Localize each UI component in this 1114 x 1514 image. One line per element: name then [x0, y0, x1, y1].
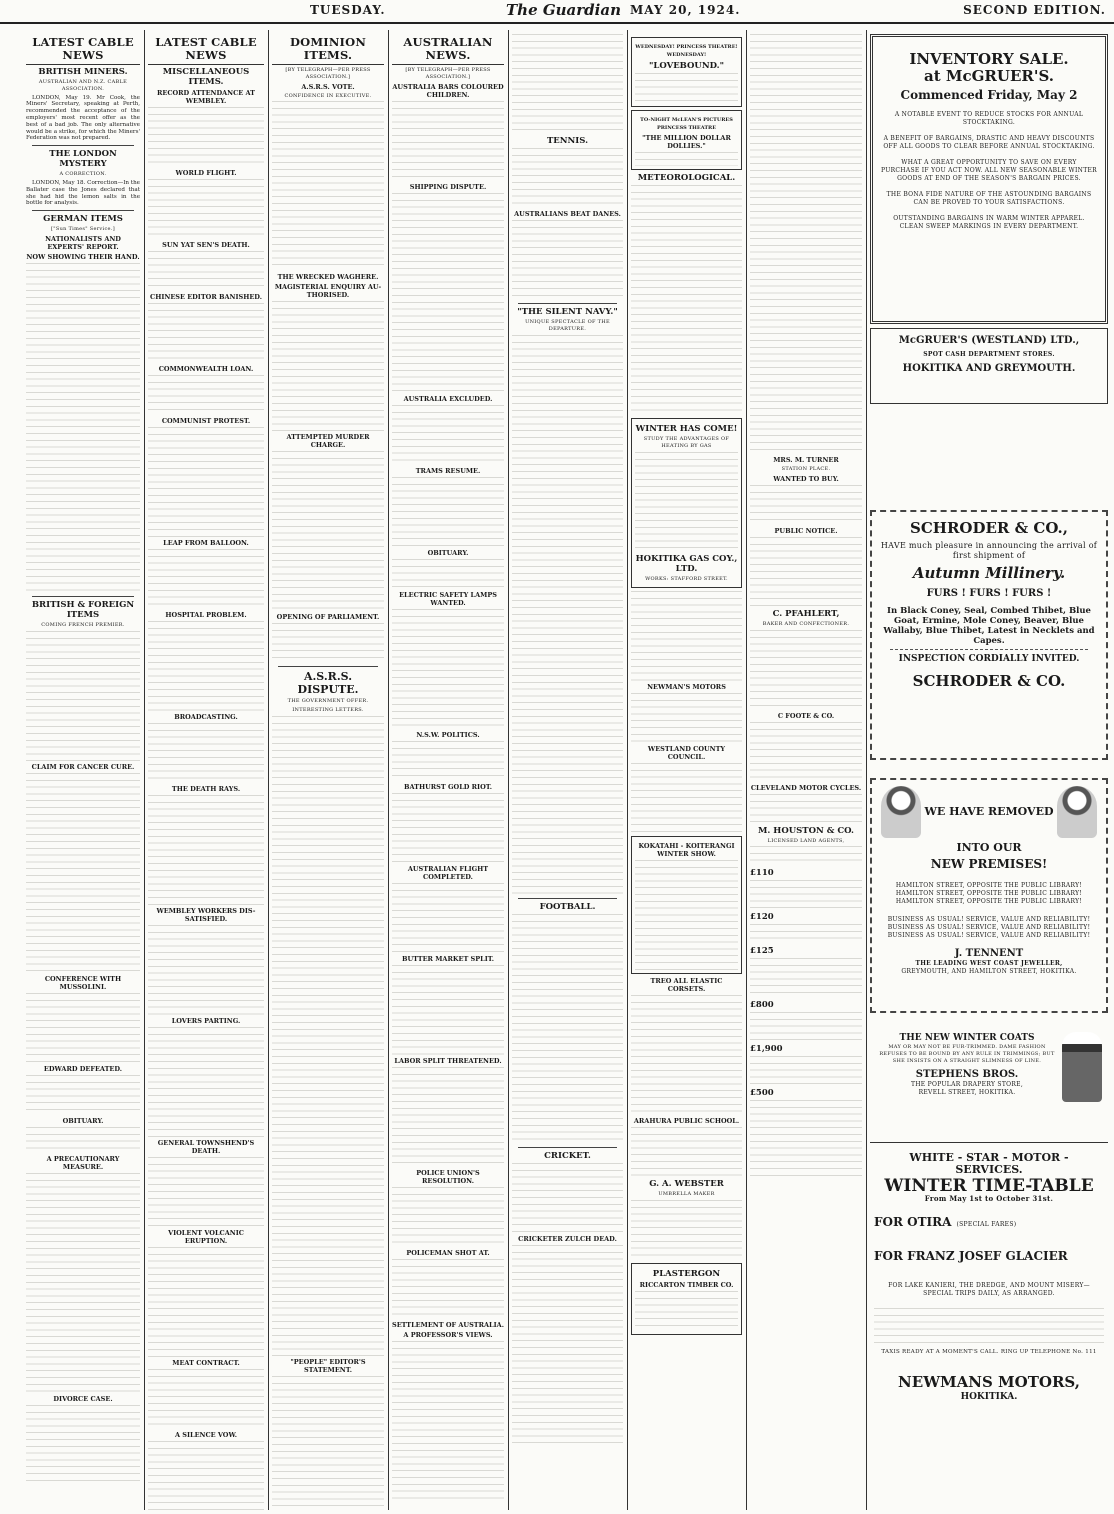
- ad-title: PUBLIC NOTICE.: [774, 526, 838, 535]
- article-body-text: [392, 883, 504, 953]
- ad-title: WANTED TO BUY.: [773, 474, 839, 483]
- article-body-text: [26, 1405, 140, 1485]
- woman-coat-illustration-icon: [1062, 1032, 1102, 1102]
- article-heading: CLAIM FOR CANCER CURE.: [31, 762, 135, 771]
- price-label: £500: [750, 1088, 774, 1099]
- article-body-text: [148, 427, 264, 537]
- ad-text: TAXIS READY AT A MOMENT'S CALL. RING UP TELEPHONE No. 111: [881, 1349, 1097, 1355]
- ad-text: In Black Coney, Seal, Combed Thibet, Blue Goat, Ermine, Mole Coney, Beaver, Blue Wallaby, Blue Thibet, Latest in Necklets and Capes.: [883, 606, 1095, 646]
- section-heading: LATEST CABLE NEWS: [148, 36, 264, 65]
- divider: [32, 596, 134, 597]
- article-body-text: [392, 405, 504, 465]
- article-heading: LEAP FROM BALLOON.: [163, 539, 249, 547]
- ad-title: J. TENNENT: [954, 948, 1024, 959]
- ad-body-text: [750, 846, 862, 866]
- column-dominion-items: [272, 34, 384, 1510]
- ad-body-text: [631, 995, 742, 1115]
- ad-text: A NOTABLE EVENT TO REDUCE STOCKS FOR ANNUAL STOCKTAKING.: [894, 111, 1084, 126]
- ad-text: HAMILTON STREET, OPPOSITE THE PUBLIC LIBRARY!: [895, 898, 1083, 905]
- ad-subtitle: Commenced Friday, May 2: [900, 88, 1078, 102]
- article-heading: THE WRECKED WAGHERE.: [277, 273, 379, 282]
- ad-title: ARAHURA PUBLIC SCHOOL.: [633, 1117, 740, 1126]
- masthead-title: The Guardian: [506, 1, 621, 19]
- article-heading: CRICKET.: [544, 1150, 591, 1161]
- article-subheading: THE GOVERNMENT OFFER.: [287, 698, 369, 705]
- article-heading: CRICKETER ZULCH DEAD.: [518, 1234, 617, 1243]
- article-heading: THE DEATH RAYS.: [171, 785, 241, 793]
- column-rule: [746, 30, 747, 1510]
- ad-title: McGRUER'S (WESTLAND) LTD.,: [898, 335, 1080, 346]
- route-otira: FOR OTIRA: [874, 1215, 952, 1229]
- article-body-text: [272, 716, 384, 1356]
- ad-text: FOR LAKE KANIERI, THE DREDGE, AND MOUNT MISERY—SPECIAL TRIPS DAILY, AS ARRANGED.: [888, 1282, 1090, 1297]
- ad-body-text: [750, 1056, 862, 1086]
- article-body-text: [148, 549, 264, 609]
- article-body-text: [272, 623, 384, 663]
- ad-body-text: [750, 958, 862, 998]
- article-heading: ELECTRIC SAFETY LAMPS WANTED.: [399, 590, 497, 607]
- ad-title: NEWMANS MOTORS,: [898, 1373, 1080, 1391]
- article-heading: CONFERENCE WITH MUSSOLINI.: [44, 974, 122, 991]
- ad-text: A BENEFIT OF BARGAINS, DRASTIC AND HEAVY DISCOUNTS OFF ALL GOODS TO CLEAR BEFORE ANNUAL STOCKTAKING.: [883, 135, 1095, 150]
- article-heading: OBITUARY.: [62, 1116, 104, 1125]
- ad-body-text: [750, 794, 862, 824]
- article-body-text: [631, 591, 742, 681]
- article-body-text: [392, 609, 504, 729]
- divider: [32, 145, 134, 146]
- price-label: £110: [750, 868, 774, 879]
- price-label: £120: [750, 912, 774, 923]
- article-heading: VIOLENT VOLCANIC ERUPTION.: [168, 1229, 244, 1245]
- divider: [518, 1147, 617, 1148]
- ad-subtitle: THE LEADING WEST COAST JEWELLER,: [915, 960, 1063, 967]
- article-heading: FOOTBALL.: [539, 901, 596, 912]
- article-heading: SETTLEMENT OF AUSTRALIA.: [392, 1320, 504, 1329]
- divider: [518, 303, 617, 304]
- ad-text: HAVE much pleasure in announcing the arrival of first shipment of: [880, 541, 1098, 560]
- article-heading: MISCELLANEOUS ITEMS.: [162, 67, 250, 87]
- section-heading: LATEST CABLE NEWS: [26, 36, 140, 65]
- article-body-text: [392, 477, 504, 547]
- article-heading: GENERAL TOWNSHEND'S DEATH.: [157, 1139, 255, 1155]
- column-rule: [866, 30, 867, 1510]
- article-body-text: [272, 301, 384, 431]
- ad-body-text: [631, 693, 742, 743]
- ad-title: INVENTORY SALE.: [909, 50, 1069, 68]
- article-heading: A SILENCE VOW.: [174, 1431, 238, 1439]
- article-body-text: [148, 375, 264, 415]
- ad-body-text: [635, 152, 738, 166]
- article-body-text: [512, 34, 623, 134]
- article-body-text: [26, 993, 140, 1063]
- divider: [890, 649, 1088, 650]
- article-heading: "THE SILENT NAVY.": [517, 307, 618, 317]
- article-body-text: [272, 451, 384, 611]
- ad-subtitle: FURS ! FURS ! FURS !: [926, 588, 1052, 599]
- ad-body-text: [635, 73, 738, 103]
- article-heading: LABOR SPLIT THREATENED.: [394, 1056, 502, 1065]
- article-heading: OPENING OF PARLIAMENT.: [276, 613, 380, 622]
- column-classifieds: [750, 34, 862, 1510]
- article-heading: A.S.R.S. VOTE.: [301, 82, 355, 91]
- article-body-text: [148, 107, 264, 167]
- article-body-text: [392, 1067, 504, 1167]
- masthead-date: MAY 20, 1924.: [630, 3, 741, 17]
- ad-winter-coats: [870, 1028, 1108, 1138]
- article-body-text: [148, 1247, 264, 1357]
- ad-subtitle: WORKS: STAFFORD STREET.: [645, 575, 728, 582]
- ad-subtitle: REVELL STREET, HOKITIKA.: [918, 1089, 1016, 1096]
- ad-text: INSPECTION CORDIALLY INVITED.: [898, 654, 1080, 664]
- article-body-text: [392, 559, 504, 589]
- article-body-text: [26, 631, 140, 761]
- article-body-text: [148, 179, 264, 239]
- article-body-text: [392, 193, 504, 393]
- article-heading: HOSPITAL PROBLEM.: [165, 611, 247, 619]
- article-body-text: [750, 34, 862, 454]
- divider: [518, 898, 617, 899]
- article-heading: CHINESE EDITOR BANISHED.: [150, 293, 262, 301]
- article-body-text: [392, 793, 504, 863]
- article-body-text: [148, 621, 264, 711]
- price-label: £1,900: [750, 1044, 783, 1055]
- article-heading: AUSTRALIA BARS COLOURED CHILDREN.: [392, 82, 504, 99]
- article-body-text: [512, 914, 623, 1144]
- article-subheading: ["Sun Times" Service.]: [51, 226, 115, 233]
- ad-subtitle: HOKITIKA AND GREYMOUTH.: [902, 363, 1076, 374]
- article-subheading: NOW SHOWING THEIR HAND.: [26, 252, 140, 261]
- article-body-text: [512, 1245, 623, 1445]
- ad-text: THE BONA FIDE NATURE OF THE ASTOUNDING BARGAINS CAN BE PROVED TO YOUR SATISFACTIONS.: [886, 191, 1092, 206]
- divider: [870, 1142, 1108, 1143]
- ad-subtitle: UMBRELLA MAKER: [658, 1191, 715, 1198]
- article-heading: THE LONDON MYSTERY: [49, 149, 117, 170]
- ad-text: WHAT A GREAT OPPORTUNITY TO SAVE ON EVERY PURCHASE IF YOU ACT NOW. ALL NEW SEASONABLE WINTER GOODS AT END OF THE SEASON'S BARGAIN PRICES.: [881, 159, 1097, 182]
- article-heading: COMMONWEALTH LOAN.: [158, 365, 254, 373]
- article-heading: A PRECAUTIONARY MEASURE.: [46, 1154, 120, 1171]
- ad-text: TO-NIGHT McLEAN'S PICTURES PRINCESS THEATRE: [640, 117, 733, 131]
- ad-title: WINTER HAS COME!: [635, 424, 738, 434]
- column-tennis-sports: [512, 34, 623, 1510]
- ad-body-text: [631, 1127, 742, 1177]
- ad-title: WESTLAND COUNTY COUNCIL.: [647, 745, 726, 762]
- ad-text: HAMILTON STREET, OPPOSITE THE PUBLIC LIBRARY!: [895, 882, 1083, 889]
- ad-subtitle: BAKER AND CONFECTIONER.: [762, 620, 850, 627]
- column-miscellaneous-items: [148, 34, 264, 1510]
- article-body-text: [272, 1376, 384, 1510]
- article-heading: POLICE UNION'S RESOLUTION.: [416, 1168, 480, 1185]
- article-body-text: [26, 773, 140, 973]
- ad-body-text: [635, 860, 738, 970]
- article-body-text: [148, 1027, 264, 1137]
- ad-new-premises: [870, 778, 1108, 1013]
- ad-body-text: [635, 1291, 738, 1331]
- article-heading: BRITISH MINERS.: [38, 67, 128, 77]
- route-franz-josef: FOR FRANZ JOSEF GLACIER: [874, 1249, 1068, 1263]
- article-body-text: [148, 925, 264, 1015]
- ad-title: M. HOUSTON & CO.: [757, 825, 855, 836]
- masthead-day: TUESDAY.: [310, 3, 386, 17]
- ad-body-text: [750, 630, 862, 710]
- article-body-text: [631, 185, 742, 415]
- ad-plastergon: [631, 1263, 742, 1335]
- ad-inventory-sale: [870, 34, 1108, 324]
- article-heading: METEOROLOGICAL.: [637, 173, 736, 183]
- ad-subtitle: SPOT CASH DEPARTMENT STORES.: [923, 351, 1055, 358]
- article-heading: BRITISH & FOREIGN ITEMS: [31, 599, 135, 620]
- ad-body-text: [750, 537, 862, 607]
- article-heading: COMMUNIST PROTEST.: [161, 417, 251, 425]
- credit-line: AUSTRALIAN AND N.Z. CABLE ASSOCIATION.: [38, 79, 128, 92]
- ad-body-text: [750, 924, 862, 944]
- ad-subtitle: STUDY THE ADVANTAGES OF HEATING BY GAS: [643, 436, 730, 449]
- ad-title: HOKITIKA GAS COY., LTD.: [635, 553, 738, 574]
- article-heading: DIVORCE CASE.: [53, 1394, 113, 1403]
- ad-body-text: [631, 1200, 742, 1260]
- article-body-text: [26, 263, 140, 593]
- ad-title: THE NEW WINTER COATS: [899, 1033, 1035, 1043]
- ad-white-star-motor: [870, 1148, 1108, 1508]
- ad-signature: SCHRODER & CO.: [912, 672, 1066, 690]
- article-heading: ATTEMPTED MURDER CHARGE.: [286, 433, 370, 450]
- woman-illustration-icon: [1057, 786, 1097, 838]
- article-heading: "PEOPLE" EDITOR'S STATEMENT.: [290, 1357, 366, 1374]
- ad-title: CLEVELAND MOTOR CYCLES.: [750, 783, 862, 792]
- article-heading: AUSTRALIANS BEAT DANES.: [514, 210, 621, 218]
- ad-text: MAY OR MAY NOT BE FUR-TRIMMED. DAME FASHION REFUSES TO BE BOUND BY ANY RULE IN TRIMMINGS; BUT SHE INSISTS ON A STRAIGHT SLIMNESS OF LINE.: [879, 1044, 1055, 1064]
- article-heading: BUTTER MARKET SPLIT.: [401, 954, 495, 963]
- ad-subtitle: STATION PLACE.: [781, 466, 831, 472]
- article-heading: AUSTRALIA EXCLUDED.: [403, 394, 493, 403]
- section-heading: AUSTRALIAN NEWS.: [392, 36, 504, 65]
- column-rule: [268, 30, 269, 1510]
- article-body-text: [148, 795, 264, 905]
- price-label: £125: [750, 946, 774, 957]
- article-text: LONDON, May 19. Mr Cook, the Miners' Secretary, speaking at Perth, recommended the acceptance of the employers' most recent offer as the best of a bad job. The only alternative would be a strike, for which the Miners' Federation was not prepared.: [26, 94, 140, 142]
- ad-title: NEW PREMISES!: [930, 857, 1048, 871]
- column-rule: [144, 30, 145, 1510]
- ad-title: "THE MILLION DOLLAR DOLLIES.": [642, 134, 731, 150]
- article-body-text: [392, 1341, 504, 1501]
- article-heading: SHIPPING DISPUTE.: [409, 182, 487, 191]
- article-heading: GERMAN ITEMS: [43, 214, 123, 225]
- article-body-text: [392, 965, 504, 1055]
- ad-body-text: [750, 1012, 862, 1042]
- divider: [32, 210, 134, 211]
- ad-text: BUSINESS AS USUAL! SERVICE, VALUE AND RELIABILITY!: [887, 924, 1091, 931]
- article-heading: SUN YAT SEN'S DEATH.: [162, 241, 250, 249]
- article-subheading: CONFIDENCE IN EXECUTIVE.: [284, 92, 372, 99]
- article-heading: WEMBLEY WORKERS DIS-SATISFIED.: [156, 907, 256, 923]
- ad-body-text: [750, 722, 862, 782]
- ad-title: NEWMAN'S MOTORS: [647, 683, 726, 692]
- ad-subtitle: HOKITIKA.: [960, 1392, 1018, 1402]
- ad-text: HAMILTON STREET, OPPOSITE THE PUBLIC LIBRARY!: [895, 890, 1083, 897]
- ad-title: SCHRODER & CO.,: [910, 519, 1068, 537]
- article-subheading: COMING FRENCH PREMIER.: [41, 621, 125, 628]
- ad-title: WE HAVE REMOVED: [924, 805, 1054, 818]
- column-rule: [388, 30, 389, 1510]
- section-heading: DOMINION ITEMS.: [272, 36, 384, 65]
- ad-body-text: [750, 1100, 862, 1180]
- article-body-text: [392, 1259, 504, 1319]
- ad-title: TREO ALL ELASTIC CORSETS.: [650, 977, 723, 994]
- column-display-ads: [870, 30, 1108, 1510]
- ad-title: WINTER TIME-TABLE: [884, 1176, 1094, 1196]
- article-heading: MAGISTERIAL ENQUIRY AU-THORISED.: [274, 283, 382, 300]
- ad-subtitle: THE POPULAR DRAPERY STORE,: [910, 1081, 1024, 1088]
- column-australian-news: [392, 34, 504, 1510]
- ad-title: KOKATAHI - KOITERANGI WINTER SHOW.: [638, 842, 735, 859]
- article-body-text: [148, 1157, 264, 1227]
- article-heading: N.S.W. POLITICS.: [416, 730, 480, 739]
- article-body-text: [512, 335, 623, 895]
- article-heading: BATHURST GOLD RIOT.: [403, 782, 493, 791]
- article-heading: WORLD FLIGHT.: [175, 169, 237, 177]
- ad-title: STEPHENS BROS.: [915, 1069, 1019, 1080]
- ad-subtitle: LICENSED LAND AGENTS,: [767, 837, 845, 844]
- ad-title: G. A. WEBSTER: [649, 1179, 724, 1190]
- article-heading: RECORD ATTENDANCE AT WEMBLEY.: [156, 89, 256, 105]
- ad-winter-show: [631, 836, 742, 974]
- column-rule: [508, 30, 509, 1510]
- column-rule: [627, 30, 628, 1510]
- masthead: [0, 0, 1114, 24]
- ad-title: PLASTERGON: [652, 1269, 721, 1280]
- ad-body-text: [874, 1308, 1104, 1348]
- column-notices-ads: [631, 34, 742, 1510]
- price-label: £800: [750, 1000, 774, 1011]
- ad-text: WEDNESDAY! PRINCESS THEATRE! WEDNESDAY!: [635, 44, 738, 58]
- article-body-text: [26, 1173, 140, 1393]
- ad-princess-theatre: [631, 37, 742, 107]
- article-subheading: NATIONALISTS AND EXPERTS' REPORT.: [45, 234, 121, 251]
- ad-title: C FOOTE & CO.: [777, 711, 835, 720]
- ad-subtitle: RICCARTON TIMBER CO.: [639, 1281, 734, 1290]
- article-heading: EDWARD DEFEATED.: [43, 1064, 123, 1073]
- article-body-text: [148, 1441, 264, 1510]
- article-body-text: [272, 101, 384, 271]
- masthead-edition: SECOND EDITION.: [963, 3, 1106, 17]
- article-heading: MEAT CONTRACT.: [172, 1359, 240, 1367]
- woman-illustration-icon: [881, 786, 921, 838]
- article-subheading: UNIQUE SPECTACLE OF THE DEPARTURE.: [525, 319, 610, 332]
- article-heading: A.S.R.S. DISPUTE.: [297, 670, 359, 697]
- article-body-text: [392, 741, 504, 781]
- ad-title: WHITE - STAR - MOTOR - SERVICES.: [909, 1151, 1069, 1176]
- article-subheading: INTERESTING LETTERS.: [292, 707, 364, 714]
- article-body-text: [148, 1369, 264, 1429]
- article-heading: TENNIS.: [546, 136, 589, 146]
- ad-subtitle: From May 1st to October 31st.: [924, 1194, 1054, 1203]
- article-body-text: [26, 1075, 140, 1115]
- ad-body-text: [750, 485, 862, 525]
- ad-text: OUTSTANDING BARGAINS IN WARM WINTER APPAREL. CLEAN SWEEP MARKINGS IN EVERY DEPARTMENT.: [893, 215, 1085, 230]
- article-body-text: [392, 1187, 504, 1247]
- ad-body-text: [635, 452, 738, 552]
- ad-text: BUSINESS AS USUAL! SERVICE, VALUE AND RELIABILITY!: [887, 916, 1091, 923]
- article-heading: TRAMS RESUME.: [415, 466, 481, 475]
- article-heading: LOVERS PARTING.: [171, 1017, 241, 1025]
- article-body-text: [512, 148, 623, 208]
- article-body-text: [148, 251, 264, 291]
- column-latest-cable-news: [26, 34, 140, 1510]
- article-body-text: [512, 220, 623, 300]
- ad-body-text: [750, 880, 862, 910]
- article-body-text: [512, 1163, 623, 1233]
- ad-body-text: [631, 763, 742, 833]
- ad-mclean-pictures: [631, 110, 742, 170]
- article-body-text: [148, 723, 264, 783]
- ad-text: BUSINESS AS USUAL! SERVICE, VALUE AND RELIABILITY!: [887, 932, 1091, 939]
- ad-title: INTO OUR: [956, 841, 1022, 854]
- article-heading: A PROFESSOR'S VIEWS.: [403, 1330, 493, 1339]
- route-note: (SPECIAL FARES): [956, 1221, 1017, 1228]
- article-body-text: [148, 303, 264, 363]
- article-heading: BROADCASTING.: [174, 713, 238, 721]
- article-body-text: [26, 1127, 140, 1153]
- ad-title: Autumn Millinery.: [912, 564, 1066, 582]
- credit-line: [BY TELEGRAPH—PER PRESS ASSOCIATION.]: [285, 67, 371, 80]
- divider: [278, 666, 378, 667]
- article-body-text: [392, 101, 504, 181]
- ad-winter-gas: [631, 418, 742, 588]
- ad-subtitle: GREYMOUTH, AND HAMILTON STREET, HOKITIKA.: [901, 968, 1077, 975]
- article-text: LONDON, May 18. Correction—In the Ballater case the Jones declared that she had hid the lemon salts in the bottle for analysis.: [26, 179, 140, 207]
- article-subheading: A CORRECTION.: [59, 171, 107, 178]
- ad-title: MRS. M. TURNER: [773, 456, 839, 464]
- ad-schroder-millinery: [870, 510, 1108, 760]
- article-heading: OBITUARY.: [427, 548, 469, 557]
- ad-mcgruers-stores: [870, 328, 1108, 404]
- ad-title: at McGRUER'S.: [924, 67, 1054, 85]
- ad-title: "LOVEBOUND.": [648, 61, 725, 71]
- article-heading: POLICEMAN SHOT AT.: [406, 1248, 490, 1257]
- ad-title: C. PFAHLERT,: [772, 608, 840, 619]
- credit-line: [BY TELEGRAPH—PER PRESS ASSOCIATION.]: [405, 67, 491, 80]
- article-heading: AUSTRALIAN FLIGHT COMPLETED.: [407, 864, 489, 881]
